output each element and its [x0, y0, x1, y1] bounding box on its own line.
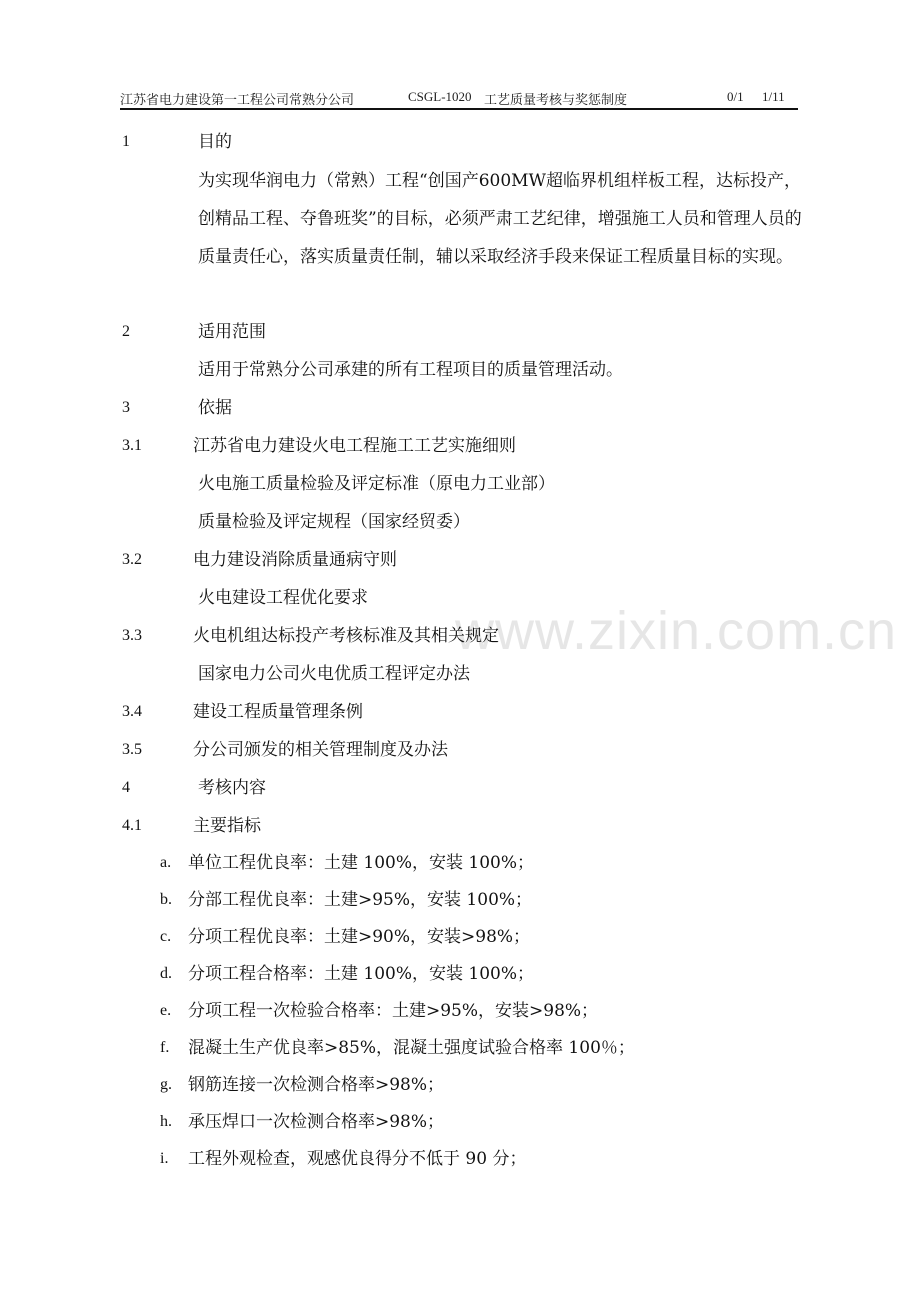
section-3-2-number: 3.2 — [122, 551, 142, 568]
section-3-1-title: 江苏省电力建设火电工程施工工艺实施细则 — [193, 436, 516, 456]
indicator-text: 单位工程优良率：土建 100%，安装 100%； — [188, 853, 535, 873]
header-doc-title: 工艺质量考核与奖惩制度 — [484, 92, 628, 107]
section-2-body: 适用于常熟分公司承建的所有工程项目的质量管理活动。 — [198, 360, 623, 380]
section-3-1-number: 3.1 — [122, 437, 142, 454]
section-4-1-number: 4.1 — [122, 817, 142, 834]
indicator-text: 承压焊口一次检测合格率>98%； — [188, 1112, 445, 1132]
section-2-number: 2 — [122, 323, 130, 340]
indicator-text: 工程外观检查，观感优良得分不低于 90 分； — [188, 1149, 527, 1169]
indicator-marker: i. — [160, 1150, 169, 1167]
section-4-number: 4 — [122, 779, 130, 796]
section-3-number: 3 — [122, 399, 130, 416]
section-3-title: 依据 — [198, 398, 232, 418]
section-1-body: 为实现华润电力（常熟）工程“创国产600MW超临界机组样板工程，达标投产，创精品工程、夺鲁班奖”的目标，必须严肃工艺纪律，增强施工人员和管理人员的质量责任心，落实质量责任制，辅以采取经济手段来保证工程质量目标的实现。 — [198, 171, 802, 267]
section-3-3-number: 3.3 — [122, 627, 142, 644]
watermark: www.zixin.com.cn — [455, 601, 898, 661]
section-4-1-title: 主要指标 — [193, 816, 261, 836]
indicator-marker: e. — [160, 1002, 172, 1019]
section-3-1-item: 火电施工质量检验及评定标准（原电力工业部） — [198, 474, 555, 494]
section-3-4-number: 3.4 — [122, 703, 142, 720]
indicator-text: 钢筋连接一次检测合格率>98%； — [188, 1075, 445, 1095]
section-4-title: 考核内容 — [198, 778, 266, 798]
indicator-text: 分部工程优良率：土建>95%，安装 100%； — [188, 890, 533, 910]
indicator-text: 分项工程合格率：土建 100%，安装 100%； — [188, 964, 535, 984]
section-3-2-title: 电力建设消除质量通病守则 — [193, 550, 397, 570]
section-2-title: 适用范围 — [198, 322, 266, 342]
indicator-marker: b. — [160, 891, 172, 908]
indicator-text: 混凝土生产优良率>85%，混凝土强度试验合格率 100％； — [188, 1038, 635, 1058]
indicator-marker: a. — [160, 854, 172, 871]
header-version: 0/1 — [727, 89, 744, 104]
indicator-text: 分项工程优良率：土建>90%，安装>98%； — [188, 927, 531, 947]
section-3-2-item: 火电建设工程优化要求 — [198, 588, 368, 608]
header-page-number: 1/11 — [762, 89, 785, 104]
indicator-marker: g. — [160, 1076, 172, 1093]
section-3-3-title: 火电机组达标投产考核标准及其相关规定 — [193, 626, 499, 646]
section-1-number: 1 — [122, 133, 130, 150]
indicator-text: 分项工程一次检验合格率：土建>95%，安装>98%； — [188, 1001, 599, 1021]
section-3-3-item: 国家电力公司火电优质工程评定办法 — [198, 664, 470, 684]
header-company: 江苏省电力建设第一工程公司常熟分公司 — [120, 92, 355, 107]
indicator-marker: d. — [160, 965, 172, 982]
indicator-marker: f. — [160, 1039, 170, 1056]
header-doc-code: CSGL-1020 — [408, 89, 472, 104]
indicator-marker: c. — [160, 928, 172, 945]
section-3-4-title: 建设工程质量管理条例 — [193, 702, 363, 722]
page-header — [120, 89, 798, 107]
indicator-marker: h. — [160, 1113, 172, 1130]
header-divider — [120, 108, 798, 110]
section-1-title: 目的 — [198, 132, 232, 152]
section-3-5-title: 分公司颁发的相关管理制度及办法 — [193, 740, 448, 760]
section-3-5-number: 3.5 — [122, 741, 142, 758]
section-3-1-item: 质量检验及评定规程（国家经贸委） — [198, 512, 470, 532]
